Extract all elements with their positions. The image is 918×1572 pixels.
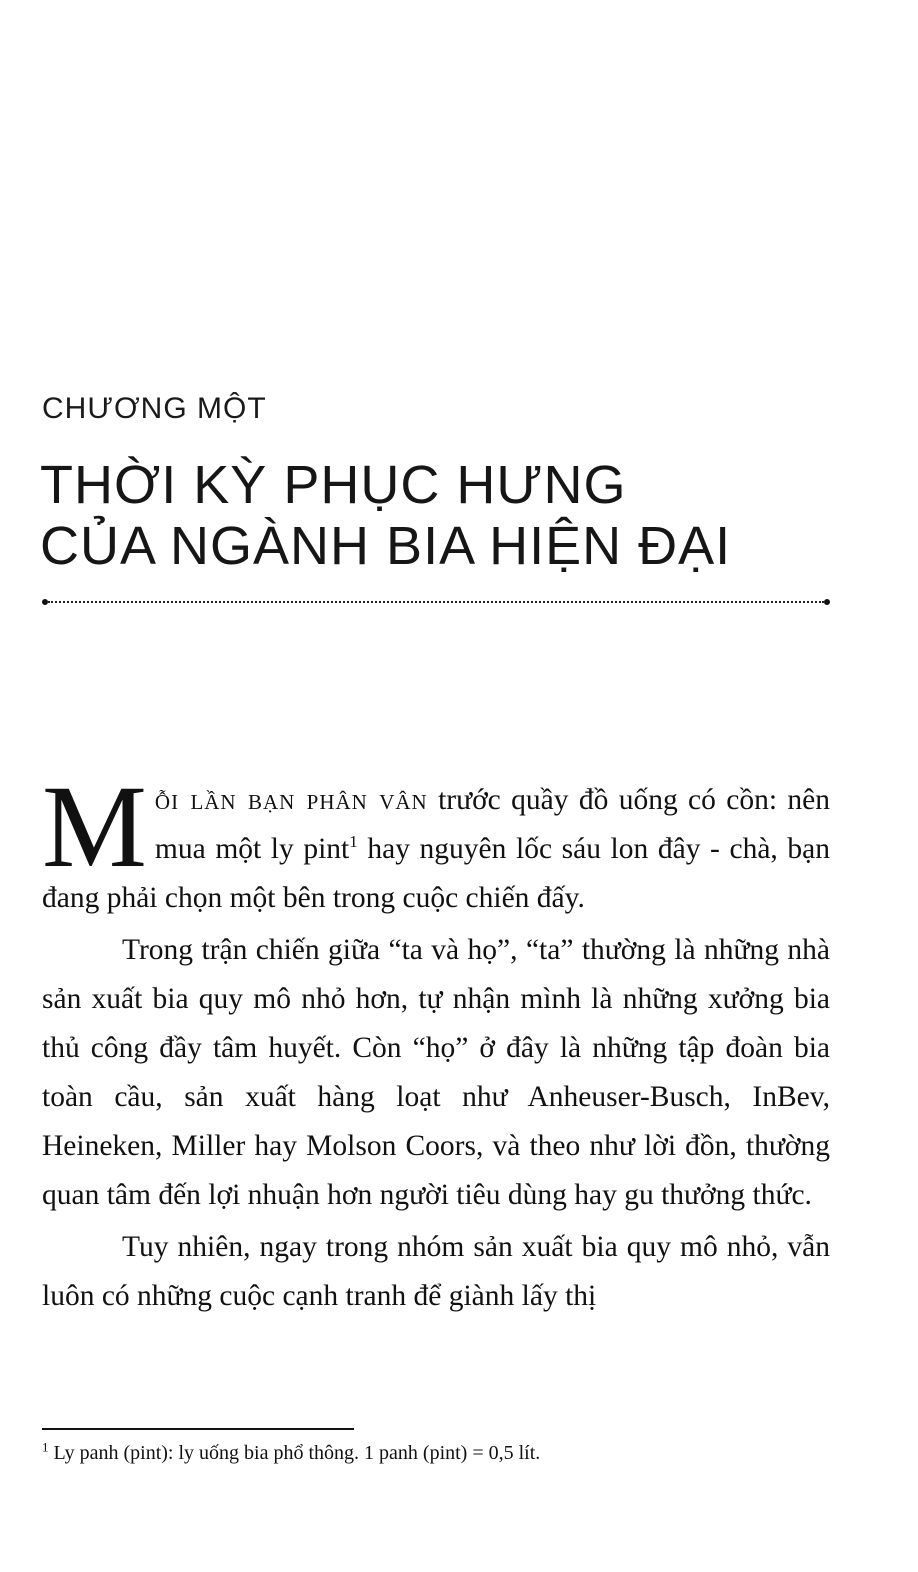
drop-cap: M xyxy=(42,761,147,892)
paragraph-3: Tuy nhiên, ngay trong nhóm sản xuất bia quy mô nhỏ, vẫn luôn có những cuộc cạnh tranh để giành lấy thị xyxy=(42,1231,830,1312)
paragraph-1-text-b: hay nguyên lốc sáu lon đây - chà, bạn đang phải chọn một bên trong cuộc chiến đấy. xyxy=(42,833,830,914)
chapter-title-line-1: THỜI KỲ PHỤC HƯNG xyxy=(40,455,627,515)
chapter-title-line-2: CỦA NGÀNH BIA HIỆN ĐẠI xyxy=(40,516,732,576)
footnote-reference: 1 xyxy=(349,832,358,852)
chapter-title xyxy=(40,455,731,577)
paragraph-1-text-a: trước quầy đồ uống có cồn: nên mua một ly pint xyxy=(154,784,831,865)
footnote xyxy=(42,1439,541,1465)
footnote-rule xyxy=(42,1428,354,1430)
body-text xyxy=(42,761,831,1321)
footnote-number: 1 xyxy=(42,1439,49,1455)
divider-right-dot xyxy=(824,599,830,605)
divider-dotted-line xyxy=(48,601,824,603)
paragraph-2: Trong trận chiến giữa “ta và họ”, “ta” thường là những nhà sản xuất bia quy mô nhỏ hơn, tự nhận mình là những xưởng bia thủ công đầy tâm huyết. Còn “họ” ở đây là những tập đoàn bia toàn cầu, sản xuất hàng loạt như Anheuser-Busch, InBev, Heineken, Miller hay Molson Coors, và theo như lời đồn, thường quan tâm đến lợi nhuận hơn người tiêu dùng hay gu thưởng thức. xyxy=(42,934,830,1211)
lead-in-small-caps: ỗi lần bạn phân vân xyxy=(154,784,428,816)
dotted-divider xyxy=(42,598,830,606)
paragraph-1 xyxy=(42,761,831,923)
footnote-text: Ly panh (pint): ly uống bia phổ thông. 1 panh (pint) = 0,5 lít. xyxy=(48,1442,541,1464)
chapter-label: CHƯƠNG MỘT xyxy=(42,392,267,425)
